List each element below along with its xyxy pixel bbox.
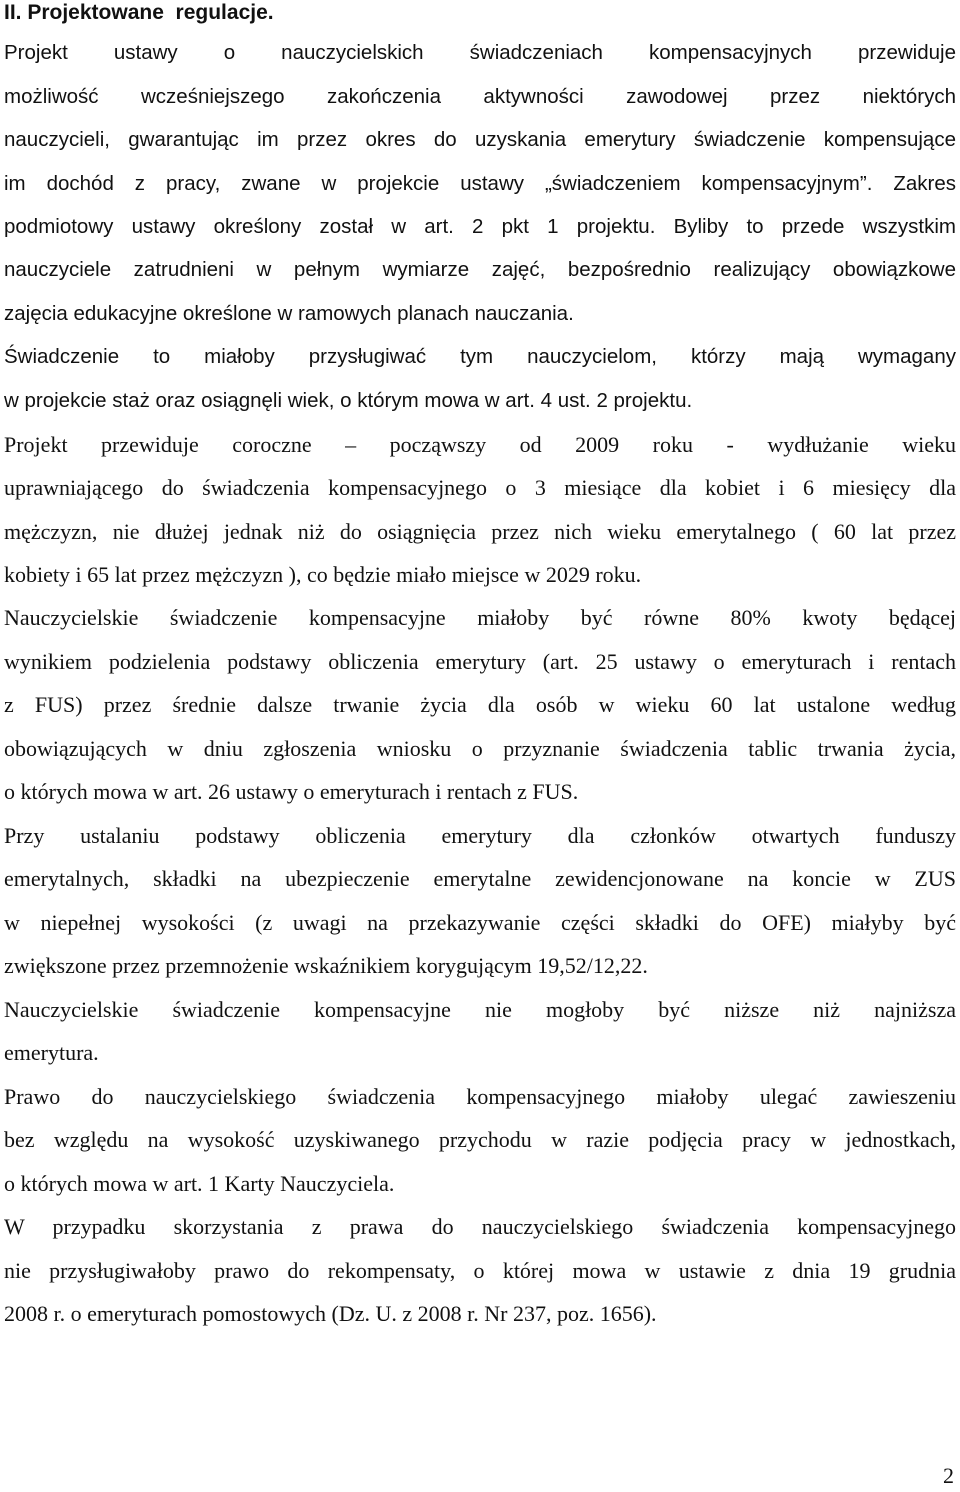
text-line: Świadczenie to miałoby przysługiwać tym nauczycielom, którzy mają wymagany bbox=[4, 345, 956, 368]
text-line: w niepełnej wysokości (z uwagi na przekazywanie części składki do OFE) miałyby być bbox=[4, 910, 956, 935]
text-line: nauczycieli, gwarantując im przez okres do uzyskania emerytury świadczenie kompensujące bbox=[4, 128, 956, 151]
text-line: podmiotowy ustawy określony został w art. 2 pkt 1 projektu. Byliby to przede wszystkim bbox=[4, 215, 956, 238]
section-heading: II. Projektowane regulacje. bbox=[4, 1, 274, 24]
text-line: z FUS) przez średnie dalsze trwanie życia dla osób w wieku 60 lat ustalone według bbox=[4, 692, 956, 717]
text-line: obowiązujących w dniu zgłoszenia wniosku o przyznanie świadczenia tablic trwania życia, bbox=[4, 736, 956, 761]
text-line: w projekcie staż oraz osiągnęli wiek, o którym mowa w art. 4 ust. 2 projektu. bbox=[4, 389, 693, 412]
text-line: Nauczycielskie świadczenie kompensacyjne miałoby być równe 80% kwoty będącej bbox=[4, 605, 956, 630]
text-line: wynikiem podzielenia podstawy obliczenia emerytury (art. 25 ustawy o emeryturach i rentach bbox=[4, 649, 956, 674]
text-line: nie przysługiwałoby prawo do rekompensaty, o której mowa w ustawie z dnia 19 grudnia bbox=[4, 1258, 956, 1283]
page-number: 2 bbox=[943, 1463, 954, 1488]
text-line: Nauczycielskie świadczenie kompensacyjne nie mogłoby być niższe niż najniższa bbox=[4, 997, 956, 1022]
text-line: Projekt przewiduje coroczne – począwszy od 2009 roku - wydłużanie wieku bbox=[4, 432, 956, 457]
text-line: Przy ustalaniu podstawy obliczenia emerytury dla członków otwartych funduszy bbox=[4, 823, 956, 848]
text-line: Projekt ustawy o nauczycielskich świadczeniach kompensacyjnych przewiduje bbox=[4, 41, 956, 64]
text-line: Prawo do nauczycielskiego świadczenia kompensacyjnego miałoby ulegać zawieszeniu bbox=[4, 1084, 956, 1109]
text-line: bez względu na wysokość uzyskiwanego przychodu w razie podjęcia pracy w jednostkach, bbox=[4, 1127, 956, 1152]
text-line: zwiększone przez przemnożenie wskaźnikiem korygującym 19,52/12,22. bbox=[4, 953, 648, 978]
text-line: mężczyzn, nie dłużej jednak niż do osiągnięcia przez nich wieku emerytalnego ( 60 lat przez bbox=[4, 519, 956, 544]
text-line: uprawniającego do świadczenia kompensacyjnego o 3 miesiące dla kobiet i 6 miesięcy dla bbox=[4, 475, 956, 500]
text-line: o których mowa w art. 1 Karty Nauczyciela. bbox=[4, 1171, 395, 1196]
text-line: nauczyciele zatrudnieni w pełnym wymiarze zajęć, bezpośrednio realizujący obowiązkowe bbox=[4, 258, 956, 281]
text-line: możliwość wcześniejszego zakończenia aktywności zawodowej przez niektórych bbox=[4, 85, 956, 108]
text-line: kobiety i 65 lat przez mężczyzn ), co będzie miało miejsce w 2029 roku. bbox=[4, 562, 642, 587]
text-line: o których mowa w art. 26 ustawy o emeryturach i rentach z FUS. bbox=[4, 779, 579, 804]
text-line: emerytalnych, składki na ubezpieczenie emerytalne zewidencjonowane na koncie w ZUS bbox=[4, 866, 956, 891]
text-line: 2008 r. o emeryturach pomostowych (Dz. U. z 2008 r. Nr 237, poz. 1656). bbox=[4, 1301, 657, 1326]
text-line: W przypadku skorzystania z prawa do nauczycielskiego świadczenia kompensacyjnego bbox=[4, 1214, 956, 1239]
text-line: zajęcia edukacyjne określone w ramowych planach nauczania. bbox=[4, 302, 574, 325]
text-line: im dochód z pracy, zwane w projekcie ustawy „świadczeniem kompensacyjnym”. Zakres bbox=[4, 172, 956, 195]
text-line: emerytura. bbox=[4, 1040, 99, 1065]
